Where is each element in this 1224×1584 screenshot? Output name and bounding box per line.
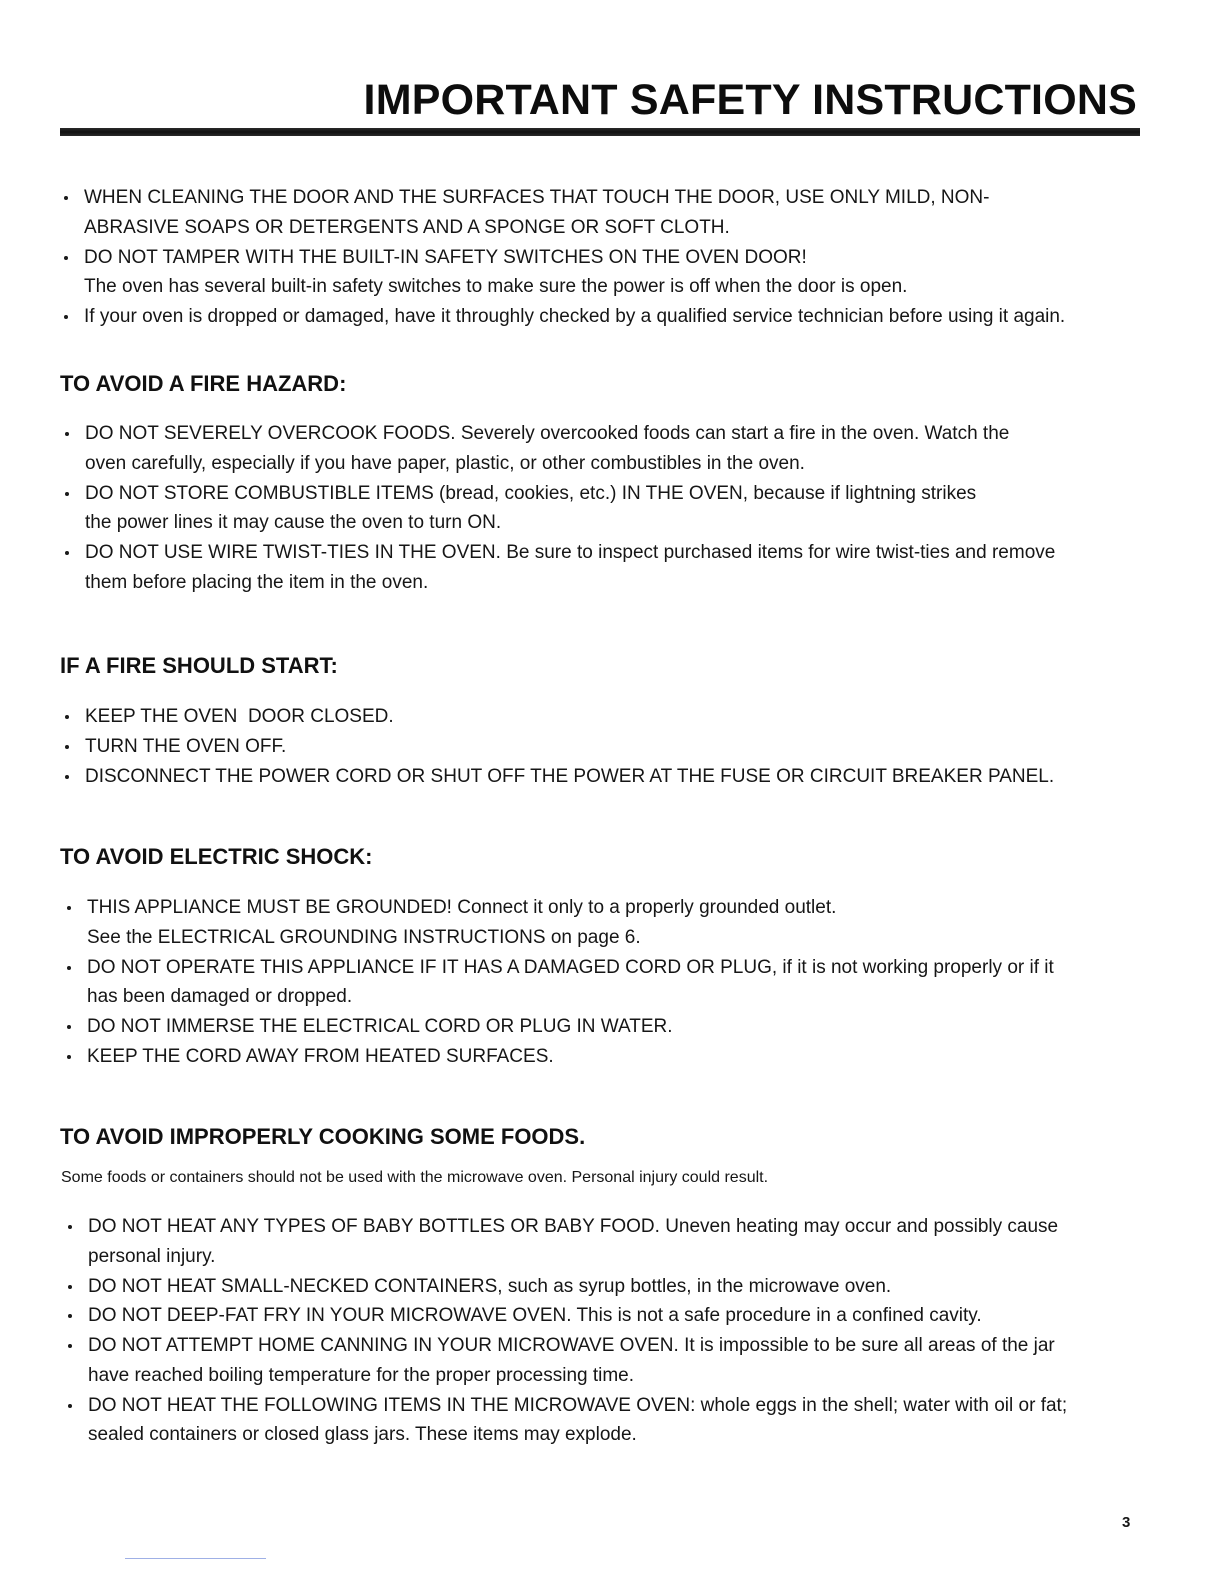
list-item bbox=[85, 419, 1055, 479]
item-line: KEEP THE CORD AWAY FROM HEATED SURFACES. bbox=[87, 1045, 554, 1067]
bullet-icon bbox=[68, 1404, 72, 1408]
cooking-note: Some foods or containers should not be used with the microwave oven. Personal injury could result. bbox=[61, 1169, 769, 1186]
item-line: personal injury. bbox=[88, 1245, 216, 1267]
item-line: DO NOT HEAT THE FOLLOWING ITEMS IN THE MICROWAVE OVEN: whole eggs in the shell; water with oil or fat; bbox=[88, 1394, 1068, 1416]
item-line: DISCONNECT THE POWER CORD OR SHUT OFF THE POWER AT THE FUSE OR CIRCUIT BREAKER PANEL. bbox=[85, 765, 1055, 787]
item-line: See the ELECTRICAL GROUNDING INSTRUCTIONS on page 6. bbox=[87, 926, 641, 948]
list-item bbox=[85, 538, 1055, 598]
list-item bbox=[88, 1391, 1067, 1451]
section-heading-electric-shock: TO AVOID ELECTRIC SHOCK: bbox=[60, 844, 373, 869]
item-line: oven carefully, especially if you have paper, plastic, or other combustibles in the oven. bbox=[85, 452, 805, 474]
item-line: THIS APPLIANCE MUST BE GROUNDED! Connect it only to a properly grounded outlet. bbox=[87, 897, 837, 918]
list-item bbox=[87, 893, 1054, 953]
list-item bbox=[88, 1301, 1067, 1331]
item-line: sealed containers or closed glass jars. These items may explode. bbox=[88, 1424, 637, 1446]
scan-artifact-line bbox=[125, 1558, 266, 1559]
section-heading-cooking: TO AVOID IMPROPERLY COOKING SOME FOODS. bbox=[60, 1124, 586, 1149]
section-heading-fire-start: IF A FIRE SHOULD START: bbox=[60, 653, 338, 678]
bullet-icon bbox=[68, 1225, 72, 1229]
list-item bbox=[88, 1272, 1067, 1302]
item-line: DO NOT HEAT ANY TYPES OF BABY BOTTLES OR BABY FOOD. Uneven heating may occur and possibly cause bbox=[88, 1216, 1059, 1237]
item-line: has been damaged or dropped. bbox=[87, 986, 353, 1008]
list-item bbox=[84, 302, 1065, 332]
bullet-icon bbox=[67, 966, 71, 970]
item-line: DO NOT OPERATE THIS APPLIANCE IF IT HAS A DAMAGED CORD OR PLUG, if it is not working properly or if it bbox=[87, 956, 1054, 978]
fire-start-list bbox=[85, 702, 1054, 791]
item-line: KEEP THE OVEN DOOR CLOSED. bbox=[85, 706, 394, 727]
list-item bbox=[85, 479, 1055, 539]
bullet-icon bbox=[64, 196, 68, 200]
item-line: DO NOT IMMERSE THE ELECTRICAL CORD OR PLUG IN WATER. bbox=[87, 1016, 673, 1037]
list-item bbox=[84, 243, 1065, 303]
list-item bbox=[87, 953, 1054, 1013]
bullet-icon bbox=[65, 745, 69, 749]
item-line: DO NOT DEEP-FAT FRY IN YOUR MICROWAVE OVEN. This is not a safe procedure in a confined cavity. bbox=[88, 1305, 982, 1327]
item-line: ABRASIVE SOAPS OR DETERGENTS AND A SPONGE OR SOFT CLOTH. bbox=[84, 216, 730, 238]
item-line: If your oven is dropped or damaged, have it throughly checked by a qualified service technician before using it again. bbox=[84, 306, 1066, 327]
item-line: have reached boiling temperature for the proper processing time. bbox=[88, 1364, 635, 1386]
list-item bbox=[88, 1331, 1067, 1391]
list-item bbox=[88, 1212, 1067, 1272]
bullet-icon bbox=[67, 1025, 71, 1029]
item-line: DO NOT ATTEMPT HOME CANNING IN YOUR MICROWAVE OVEN. It is impossible to be sure all areas of the jar bbox=[88, 1335, 1055, 1356]
page-title: IMPORTANT SAFETY INSTRUCTIONS bbox=[363, 76, 1137, 124]
list-item bbox=[87, 1012, 1054, 1042]
item-line: TURN THE OVEN OFF. bbox=[85, 735, 287, 757]
bullet-icon bbox=[65, 492, 69, 496]
item-line: DO NOT TAMPER WITH THE BUILT-IN SAFETY SWITCHES ON THE OVEN DOOR! bbox=[84, 246, 807, 268]
list-item bbox=[85, 702, 1054, 732]
item-line: DO NOT USE WIRE TWIST-TIES IN THE OVEN. Be sure to inspect purchased items for wire twist-ties and remove bbox=[85, 542, 1056, 563]
cooking-list bbox=[88, 1212, 1067, 1450]
item-line: them before placing the item in the oven. bbox=[85, 571, 429, 593]
bullet-icon bbox=[67, 906, 71, 910]
item-line: DO NOT STORE COMBUSTIBLE ITEMS (bread, cookies, etc.) IN THE OVEN, because if lightning strikes bbox=[85, 482, 977, 504]
title-rule bbox=[60, 128, 1140, 136]
bullet-icon bbox=[68, 1314, 72, 1318]
bullet-icon bbox=[68, 1344, 72, 1348]
item-line: The oven has several built-in safety switches to make sure the power is off when the door is open. bbox=[84, 276, 908, 298]
list-item bbox=[84, 183, 1065, 243]
list-item bbox=[87, 1042, 1054, 1072]
fire-hazard-list bbox=[85, 419, 1055, 598]
list-item bbox=[85, 732, 1054, 762]
bullet-icon bbox=[67, 1055, 71, 1059]
section-heading-fire-hazard: TO AVOID A FIRE HAZARD: bbox=[60, 371, 347, 396]
bullet-icon bbox=[65, 432, 69, 436]
bullet-icon bbox=[68, 1285, 72, 1289]
item-line: the power lines it may cause the oven to turn ON. bbox=[85, 512, 502, 534]
bullet-icon bbox=[65, 551, 69, 555]
bullet-icon bbox=[65, 715, 69, 719]
list-item bbox=[85, 762, 1054, 792]
item-line: DO NOT SEVERELY OVERCOOK FOODS. Severely overcooked foods can start a fire in the oven. Watch the bbox=[85, 423, 1010, 444]
intro-list bbox=[84, 183, 1065, 332]
bullet-icon bbox=[65, 775, 69, 779]
page-number: 3 bbox=[1122, 1514, 1131, 1531]
bullet-icon bbox=[64, 315, 68, 319]
item-line: WHEN CLEANING THE DOOR AND THE SURFACES THAT TOUCH THE DOOR, USE ONLY MILD, NON- bbox=[84, 187, 990, 208]
bullet-icon bbox=[64, 256, 68, 260]
item-line: DO NOT HEAT SMALL-NECKED CONTAINERS, such as syrup bottles, in the microwave oven. bbox=[88, 1275, 892, 1297]
electric-shock-list bbox=[87, 893, 1054, 1072]
